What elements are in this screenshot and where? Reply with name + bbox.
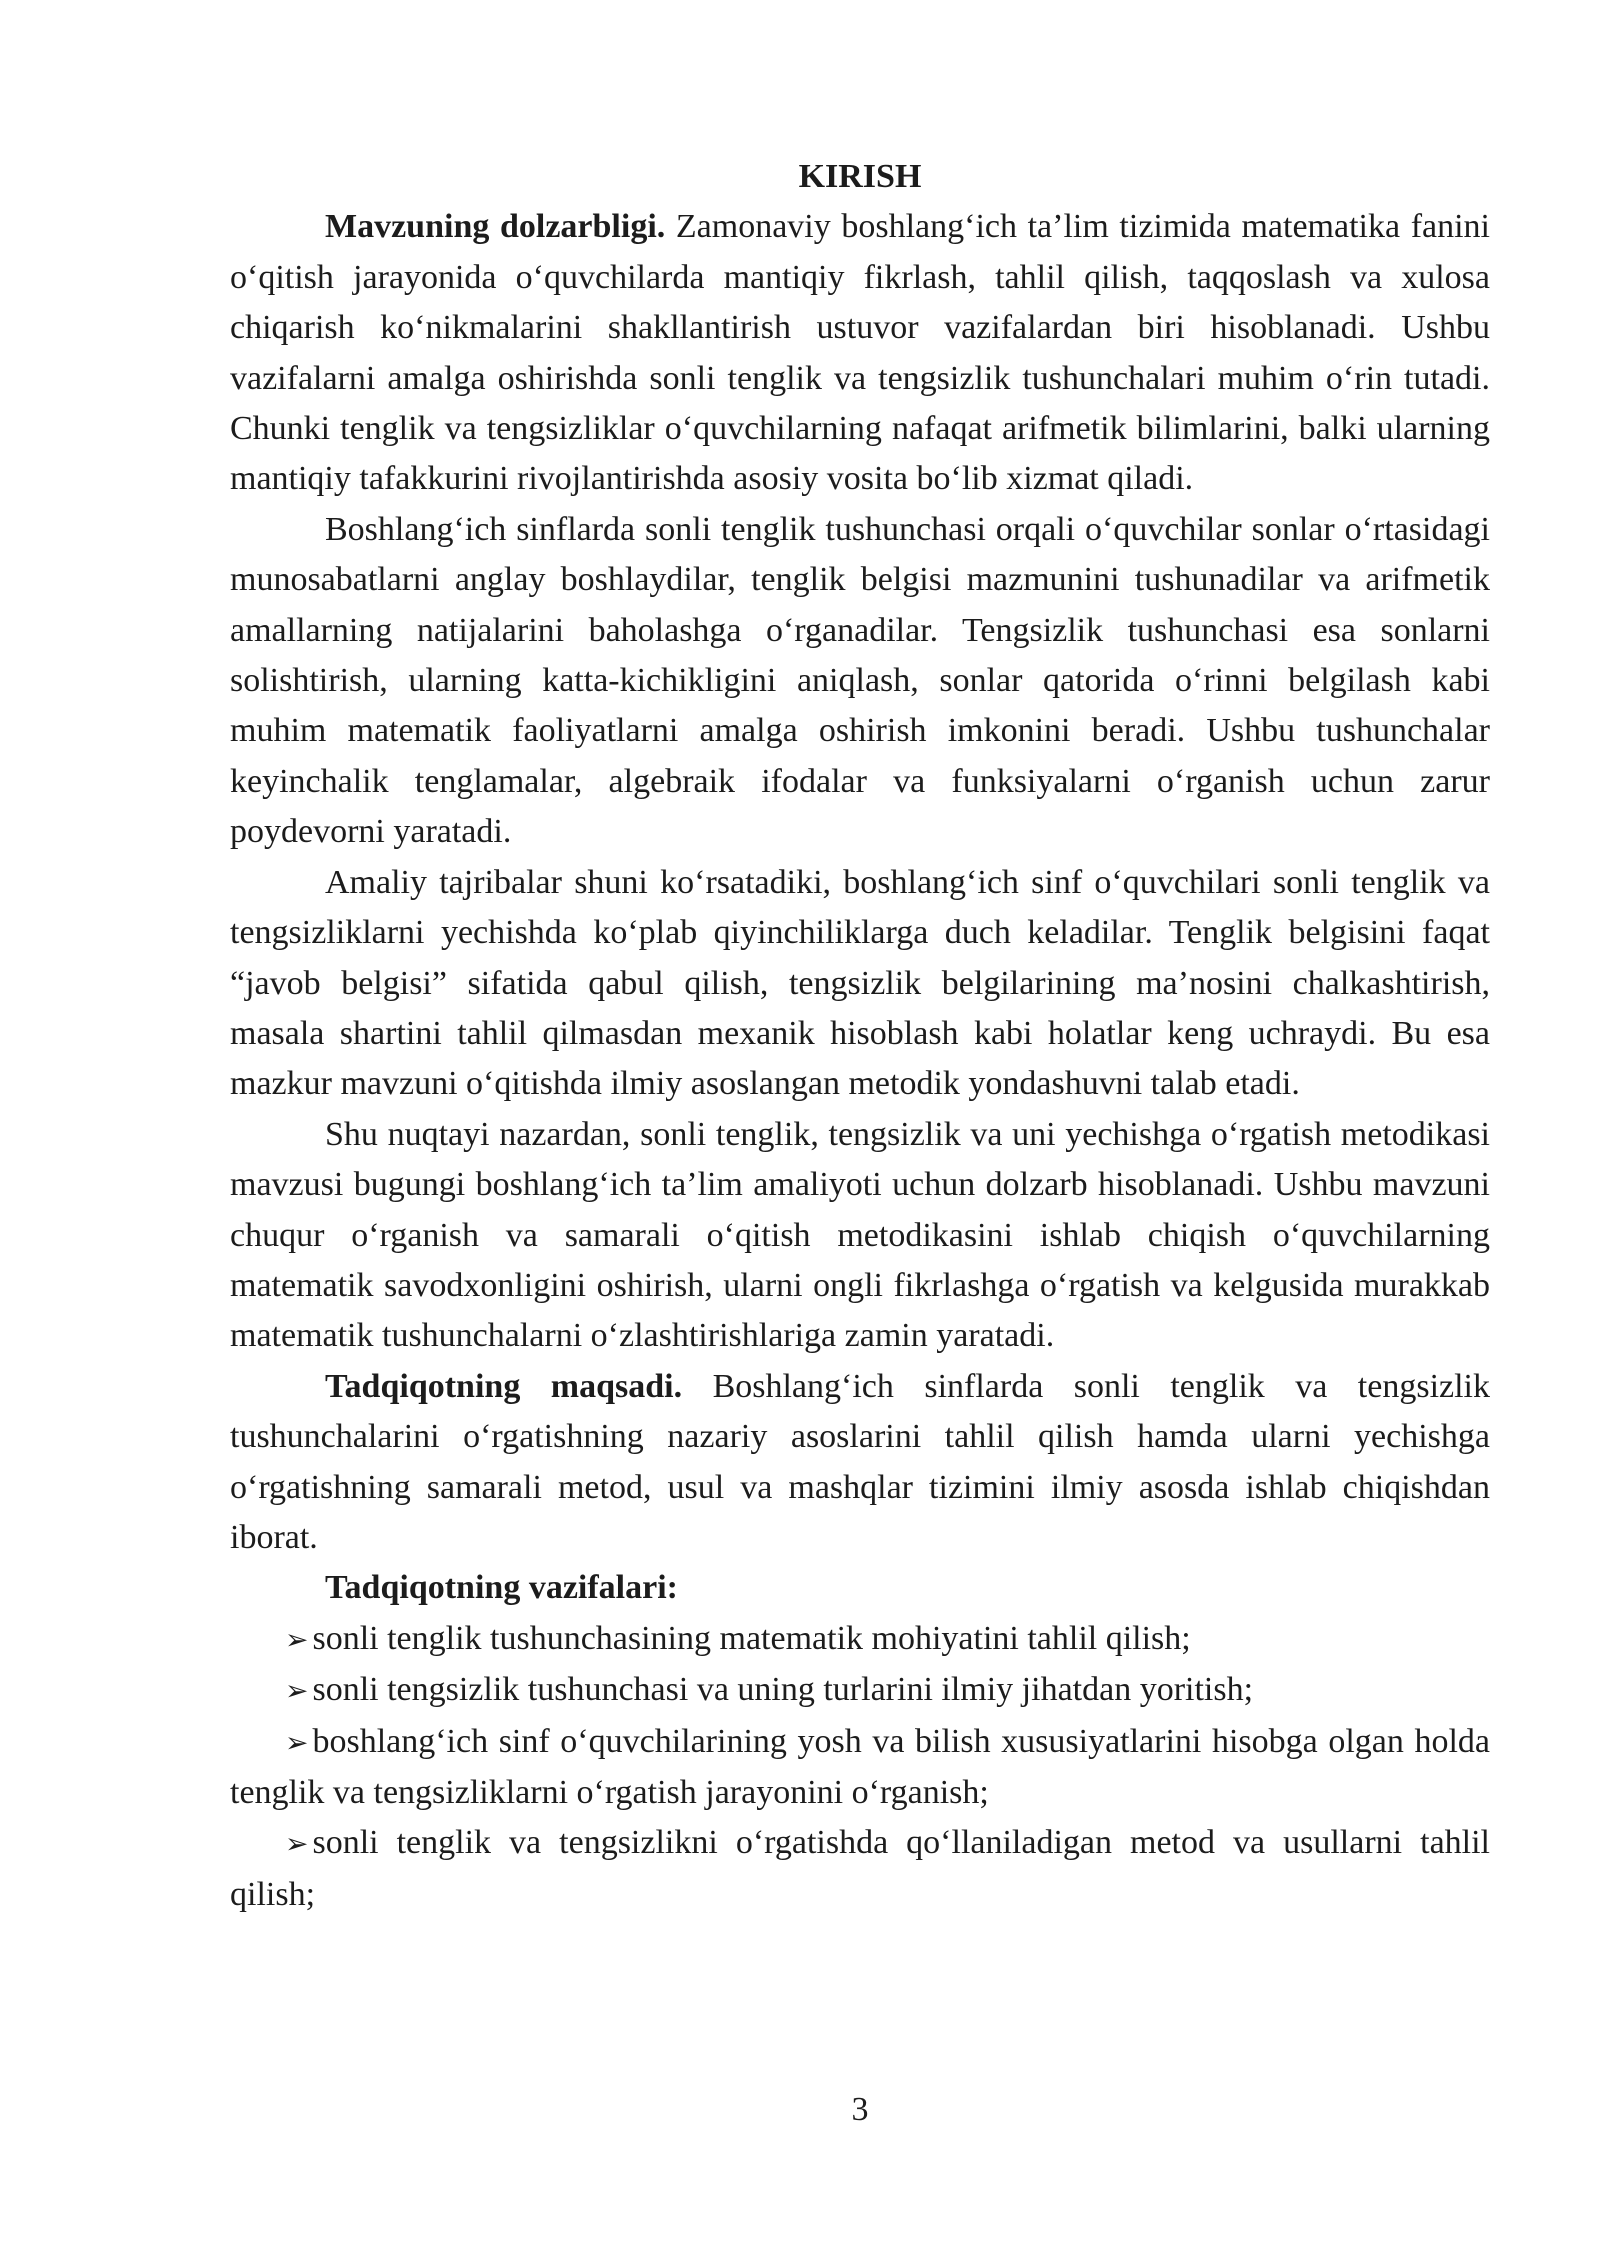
- task-list-item: [230, 1665, 1490, 1716]
- arrow-bullet-icon: ➢: [285, 1622, 309, 1656]
- task-text: sonli tenglik tushunchasining matematik mohiyatini tahlil qilish;: [312, 1619, 1191, 1657]
- paragraph-lead: Tadqiqotning maqsadi.: [325, 1367, 683, 1405]
- paragraph: Boshlang‘ich sinflarda sonli tenglik tushunchasi orqali o‘quvchilar sonlar o‘rtasidagi munosabatlarni anglay boshlaydilar, tenglik belgisi mazmunini tushunadilar va arifmetik amallarning natijalarini baholashga o‘rganadilar. Tengsizlik tushunchasi esa sonlarni solishtirish, ularning katta-kichikligini aniqlash, sonlar qatorida o‘rinni belgilash kabi muhim matematik faoliyatlarni amalga oshirish imkonini beradi. Ushbu tushunchalar keyinchalik tenglamalar, algebraik ifodalar va funksiyalarni o‘rganish uchun zarur poydevorni yaratadi.: [230, 510, 1490, 851]
- task-list-item: [230, 1717, 1490, 1819]
- paragraph-goal: [230, 1362, 1490, 1564]
- page-number: 3: [851, 2091, 869, 2128]
- arrow-bullet-icon: ➢: [285, 1827, 309, 1861]
- task-list-item: [230, 1818, 1490, 1920]
- tasks-heading: Tadqiqotning vazifalari:: [325, 1569, 678, 1607]
- task-text: boshlang‘ich sinf o‘quvchilarining yosh va bilish xususiyatlarini hisobga olgan holda tenglik va tengsizliklarni o‘rgatish jarayonini o‘rganish;: [230, 1722, 1490, 1811]
- paragraph: Shu nuqtayi nazardan, sonli tenglik, tengsizlik va uni yechishga o‘rgatish metodikasi mavzusi bugungi boshlang‘ich ta’lim amaliyoti uchun dolzarb hisoblanadi. Ushbu mavzuni chuqur o‘rganish va samarali o‘qitish metodikasini ishlab chiqish o‘quvchilarning matematik savodxonligini oshirish, ularni ongli fikrlashga o‘rgatish va kelgusida murakkab matematik tushunchalarni o‘zlashtirishlariga zamin yaratadi.: [230, 1115, 1490, 1355]
- arrow-bullet-icon: ➢: [285, 1725, 309, 1759]
- paragraph-relevance: [230, 202, 1490, 504]
- task-text: sonli tengsizlik tushunchasi va uning turlarini ilmiy jihatdan yoritish;: [312, 1671, 1254, 1709]
- paragraph: Amaliy tajribalar shuni ko‘rsatadiki, boshlang‘ich sinf o‘quvchilari sonli tenglik va tengsizliklarni yechishda ko‘plab qiyinchiliklarga duch keladilar. Tenglik belgisini faqat “javob belgisi” sifatida qabul qilish, tengsizlik belgilarining ma’nosini chalkashtirish, masala shartini tahlil qilmasdan mexanik hisoblash kabi holatlar keng uchraydi. Bu esa mazkur mavzuni o‘qitishda ilmiy asoslangan metodik yondashuvni talab etadi.: [230, 863, 1490, 1103]
- page-title: KIRISH: [798, 158, 922, 195]
- paragraph-text: Boshlang‘ich sinflarda sonli tenglik va tengsizlik tushunchalarini o‘rgatishning nazariy asoslarini tahlil qilish hamda ularni yechishga o‘rgatishning samarali metod, usul va mashqlar tizimini ilmiy asosda ishlab chiqishdan iborat.: [230, 1367, 1490, 1556]
- task-text: sonli tenglik va tengsizlikni o‘rgatishda qo‘llaniladigan metod va usullarni tahlil qilish;: [230, 1824, 1490, 1913]
- task-list-item: [230, 1614, 1490, 1665]
- paragraph-lead: Mavzuning dolzarbligi.: [325, 208, 666, 246]
- paragraph-text: Zamonaviy boshlang‘ich ta’lim tizimida matematika fanini o‘qitish jarayonida o‘quvchilarda mantiqiy fikrlash, tahlil qilish, taqqoslash va xulosa chiqarish ko‘nikmalarini shakllantirish ustuvor vazifalardan biri hisoblanadi. Ushbu vazifalarni amalga oshirishda sonli tenglik va tengsizlik tushunchalari muhim o‘rin tutadi. Chunki tenglik va tengsizliklar o‘quvchilarning nafaqat arifmetik bilimlarini, balki ularning mantiqiy tafakkurini rivojlantirishda asosiy vosita bo‘lib xizmat qiladi.: [230, 208, 1490, 498]
- page-body: [230, 152, 1490, 1920]
- arrow-bullet-icon: ➢: [285, 1674, 309, 1708]
